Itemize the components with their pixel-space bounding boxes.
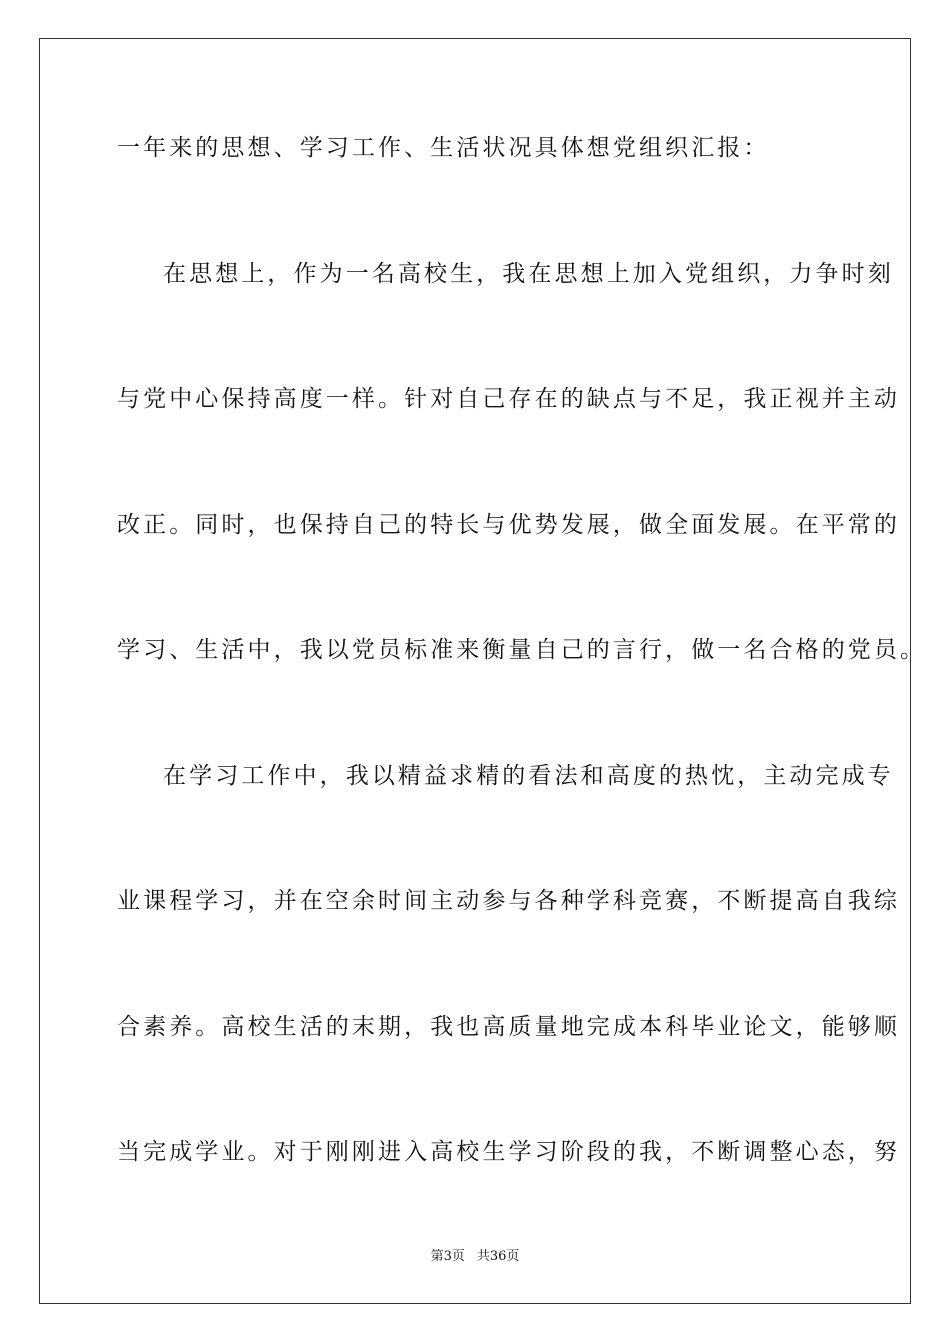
body-line-6: 在学习工作中，我以精益求精的看法和高度的热忱，主动完成专 [163,763,894,789]
page-total: 共36页 [476,1249,520,1264]
page-border [39,38,927,1304]
body-line-3: 与党中心保持高度一样。针对自己存在的缺点与不足，我正视并主动 [117,386,900,412]
page-number: 第3页 [430,1249,465,1264]
body-line-1: 一年来的思想、学习工作、生活状况具体想党组织汇报： [117,135,770,161]
body-line-4: 改正。同时，也保持自己的特长与优势发展，做全面发展。在平常的 [117,512,900,538]
body-line-8: 合素养。高校生活的末期，我也高质量地完成本科毕业论文，能够顺 [117,1014,900,1040]
body-line-5: 学习、生活中，我以党员标准来衡量自己的言行，做一名合格的党员。 [117,637,927,663]
page-footer [0,1249,950,1265]
body-line-2: 在思想上，作为一名高校生，我在思想上加入党组织，力争时刻 [163,261,894,287]
body-line-7: 业课程学习，并在空余时间主动参与各种学科竞赛，不断提高自我综 [117,888,900,914]
body-line-9: 当完成学业。对于刚刚进入高校生学习阶段的我，不断调整心态，努 [117,1139,900,1165]
